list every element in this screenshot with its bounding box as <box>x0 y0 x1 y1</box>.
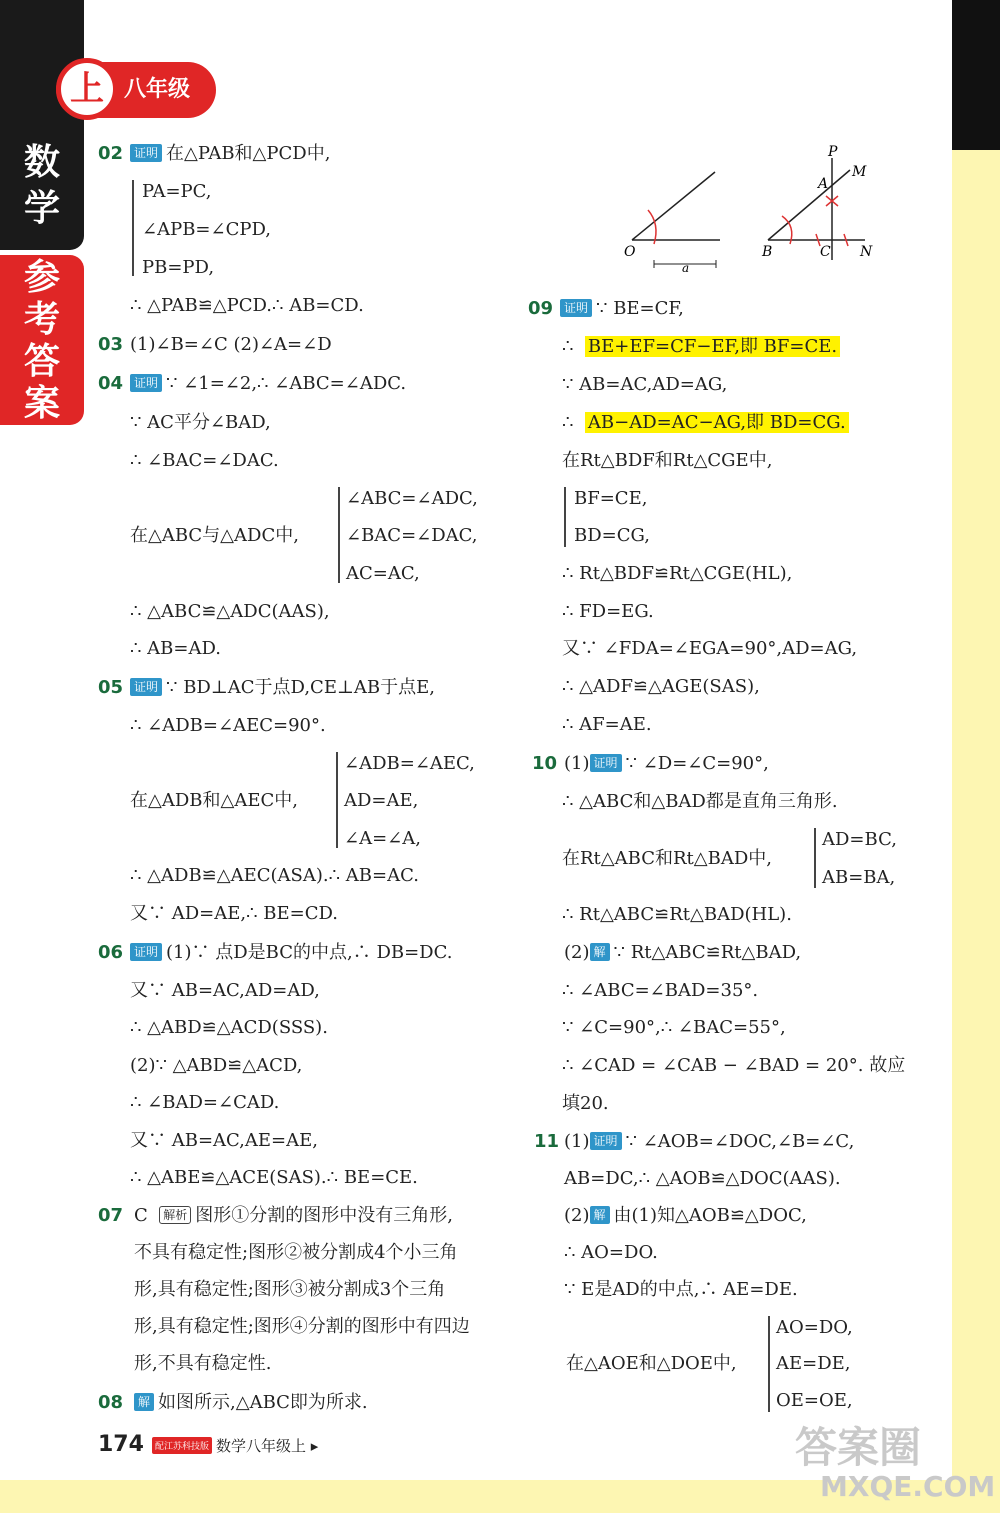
proof-tag: 证明 <box>590 754 622 772</box>
condition-line: ∠APB=∠CPD, <box>142 219 271 240</box>
answer-line: ∵ AC平分∠BAD, <box>130 412 271 433</box>
answer-text: ∵ BD⊥AC于点D,CE⊥AB于点E, <box>166 677 435 698</box>
answer-text: ∵ Rt△ABC≌Rt△BAD, <box>613 942 802 963</box>
answer-line: 填20. <box>562 1093 609 1114</box>
answer-line <box>564 1204 807 1228</box>
answer-line <box>564 941 801 965</box>
condition-line: BD=CG, <box>574 525 650 546</box>
answer-line: 又∵ ∠FDA=∠EGA=90°,AD=AG, <box>562 638 858 659</box>
answer-line: ∴ FD=EG. <box>562 601 654 622</box>
answer-line: ∴ ∠ADB=∠AEC=90°. <box>130 715 326 736</box>
answer-line: ∴ ∠BAD=∠CAD. <box>130 1092 280 1113</box>
answer-line: ∵ ∠C=90°,∴ ∠BAC=55°, <box>562 1017 786 1038</box>
part-label: (2) <box>564 942 590 963</box>
part-label: (1) <box>564 1131 590 1152</box>
answer-line <box>130 372 406 396</box>
condition-line: AC=AC, <box>346 563 420 584</box>
solution-tag: 解 <box>590 1206 610 1224</box>
answer-line: 形,具有稳定性;图形③被分割成3个三角 <box>134 1279 446 1300</box>
answer-text: 由(1)知△AOB≌△DOC, <box>613 1205 807 1226</box>
label-N: N <box>860 244 873 260</box>
condition-line: AO=DO, <box>776 1317 853 1338</box>
answer-line: (1)∠B=∠C (2)∠A=∠D <box>130 334 332 355</box>
proof-tag: 证明 <box>130 678 162 696</box>
label-a: a <box>682 261 690 275</box>
grade-label: 八年级 <box>124 77 191 102</box>
answer-line: 又∵ AD=AE,∴ BE=CD. <box>130 903 339 924</box>
solution-tag: 解 <box>590 943 610 961</box>
question-number: 05 <box>98 677 124 698</box>
answer-line <box>130 941 452 965</box>
label-M: M <box>852 164 867 180</box>
part-label: (2) <box>564 1205 590 1226</box>
question-number: 09 <box>528 298 554 319</box>
brace <box>814 828 816 888</box>
answer-line: ∴ △ABC和△BAD都是直角三角形. <box>562 791 838 812</box>
answer-line <box>560 297 684 321</box>
answer-line: 在△ADB和△AEC中, <box>130 790 298 811</box>
question-number: 04 <box>98 373 124 394</box>
condition-line: BF=CE, <box>574 488 648 509</box>
section-label: 参 考 答 案 <box>23 257 60 424</box>
answer-choice: C <box>134 1205 148 1226</box>
answer-line: 又∵ AB=AC,AE=AE, <box>130 1130 318 1151</box>
question-number: 07 <box>98 1205 124 1226</box>
answer-line <box>134 1204 453 1228</box>
answer-line: ∴ △ABD≌△ACD(SSS). <box>130 1017 328 1038</box>
condition-line: AD=AE, <box>344 790 419 811</box>
label-O: O <box>624 244 636 260</box>
arc-mark <box>648 210 656 244</box>
answer-text: ∵ ∠D=∠C=90°, <box>625 753 769 774</box>
proof-tag: 证明 <box>130 943 162 961</box>
proof-tag: 证明 <box>130 144 162 162</box>
condition-line: PB=PD, <box>142 257 215 278</box>
answer-line: 在△AOE和△DOE中, <box>566 1353 737 1374</box>
label-B: B <box>762 244 773 260</box>
answer-line: ∴ ∠BAC=∠DAC. <box>130 450 279 471</box>
answer-line: AB=DC,∴ △AOB≌△DOC(AAS). <box>564 1168 841 1189</box>
answer-line: ∴ Rt△ABC≌Rt△BAD(HL). <box>562 904 792 925</box>
proof-tag: 证明 <box>590 1132 622 1150</box>
answer-text: ∵ ∠1=∠2,∴ ∠ABC=∠ADC. <box>166 373 407 394</box>
brace <box>564 487 566 547</box>
answer-line <box>562 411 849 435</box>
answer-line <box>130 676 435 700</box>
answer-line <box>564 752 769 776</box>
question-number: 06 <box>98 942 124 963</box>
brace <box>338 487 340 583</box>
question-number: 08 <box>98 1392 124 1413</box>
answer-line: 形,具有稳定性;图形④分割的图形中有四边 <box>134 1316 470 1337</box>
answer-text: 如图所示,△ABC即为所求. <box>158 1392 368 1413</box>
part-label: (1) <box>564 753 590 774</box>
answer-line: 在Rt△BDF和Rt△CGE中, <box>562 450 773 471</box>
question-number: 02 <box>98 143 124 164</box>
answer-line: ∵ E是AD的中点,∴ AE=DE. <box>564 1279 798 1300</box>
question-number: 03 <box>98 334 124 355</box>
label-C: C <box>820 244 831 260</box>
condition-line: ∠BAC=∠DAC, <box>346 525 478 546</box>
volume-circle: 上 <box>56 58 118 120</box>
label-A: A <box>818 176 829 192</box>
watermark-url: MXQE.COM <box>820 1470 996 1503</box>
analysis-tag: 解析 <box>159 1206 191 1224</box>
condition-line: ∠ABC=∠ADC, <box>346 488 478 509</box>
answer-line: ∵ AB=AC,AD=AG, <box>562 374 728 395</box>
answer-text: ∵ ∠AOB=∠DOC,∠B=∠C, <box>625 1131 855 1152</box>
condition-line: AB=BA, <box>822 867 896 888</box>
condition-line: AE=DE, <box>776 1353 851 1374</box>
answer-text: (1)∵ 点D是BC的中点,∴ DB=DC. <box>166 942 453 963</box>
answer-line: ∴ AO=DO. <box>564 1242 658 1263</box>
answer-line <box>564 1130 854 1154</box>
answer-line <box>130 142 330 166</box>
answer-line: 又∵ AB=AC,AD=AD, <box>130 980 320 1001</box>
answer-line: (2)∵ △ABD≌△ACD, <box>130 1055 303 1076</box>
footer-title: 数学八年级上 ▸ <box>216 1437 319 1455</box>
highlighted-text: BE+EF=CF−EF,即 BF=CE. <box>585 336 840 357</box>
therefore-symbol: ∴ <box>562 412 574 433</box>
proof-tag: 证明 <box>560 299 592 317</box>
answer-text: ∵ BE=CF, <box>596 298 684 319</box>
condition-line: OE=OE, <box>776 1390 853 1411</box>
answer-line: 不具有稳定性;图形②被分割成4个小三角 <box>134 1242 458 1263</box>
therefore-symbol: ∴ <box>562 336 574 357</box>
construction-figure <box>610 140 890 280</box>
question-number: 10 <box>532 753 558 774</box>
condition-line: ∠A=∠A, <box>344 828 421 849</box>
answer-line: 形,不具有稳定性. <box>134 1353 272 1374</box>
watermark-logo: 答案圈 <box>795 1423 922 1472</box>
answer-line <box>562 335 840 359</box>
answer-line: ∴ ∠CAD = ∠CAB − ∠BAD = 20°. 故应 <box>562 1055 906 1076</box>
answer-text: 图形①分割的图形中没有三角形, <box>195 1205 453 1226</box>
brace <box>768 1316 770 1412</box>
conclusion-line: ∴ △PAB≌△PCD.∴ AB=CD. <box>130 295 364 316</box>
condition-line: PA=PC, <box>142 181 212 202</box>
solution-tag: 解 <box>134 1393 154 1411</box>
answer-line <box>134 1391 368 1415</box>
question-number: 11 <box>534 1131 560 1152</box>
answers-tab <box>0 255 84 425</box>
answer-line: ∴ Rt△BDF≌Rt△CGE(HL), <box>562 563 793 584</box>
corner-decoration <box>952 0 1000 150</box>
edition-badge: 配江苏科技版 <box>152 1437 212 1454</box>
answer-line: ∴ AF=AE. <box>562 714 652 735</box>
answer-line: ∴ ∠ABC=∠BAD=35°. <box>562 980 759 1001</box>
page-number: 174 <box>98 1432 144 1457</box>
brace <box>132 180 134 276</box>
ray <box>632 172 715 240</box>
subject-tab <box>0 0 84 250</box>
answer-line: ∴ △ABC≌△ADC(AAS), <box>130 601 330 622</box>
answer-line: ∴ △ABE≌△ACE(SAS).∴ BE=CE. <box>130 1167 418 1188</box>
highlighted-text: AB−AD=AC−AG,即 BD=CG. <box>585 412 849 433</box>
answer-line: ∴ △ADF≌△AGE(SAS), <box>562 676 760 697</box>
proof-tag: 证明 <box>130 374 162 392</box>
brace <box>336 752 338 848</box>
answer-line: ∴ AB=AD. <box>130 638 221 659</box>
answer-text: 在△PAB和△PCD中, <box>166 143 331 164</box>
condition-line: ∠ADB=∠AEC, <box>344 753 475 774</box>
margin-strip <box>952 150 1000 1513</box>
condition-line: AD=BC, <box>822 829 897 850</box>
subject-label: 数 学 <box>23 142 60 229</box>
answer-line: 在△ABC与△ADC中, <box>130 525 299 546</box>
label-P: P <box>828 144 838 160</box>
answer-line: 在Rt△ABC和Rt△BAD中, <box>562 848 772 869</box>
answer-line: ∴ △ADB≌△AEC(ASA).∴ AB=AC. <box>130 865 419 886</box>
